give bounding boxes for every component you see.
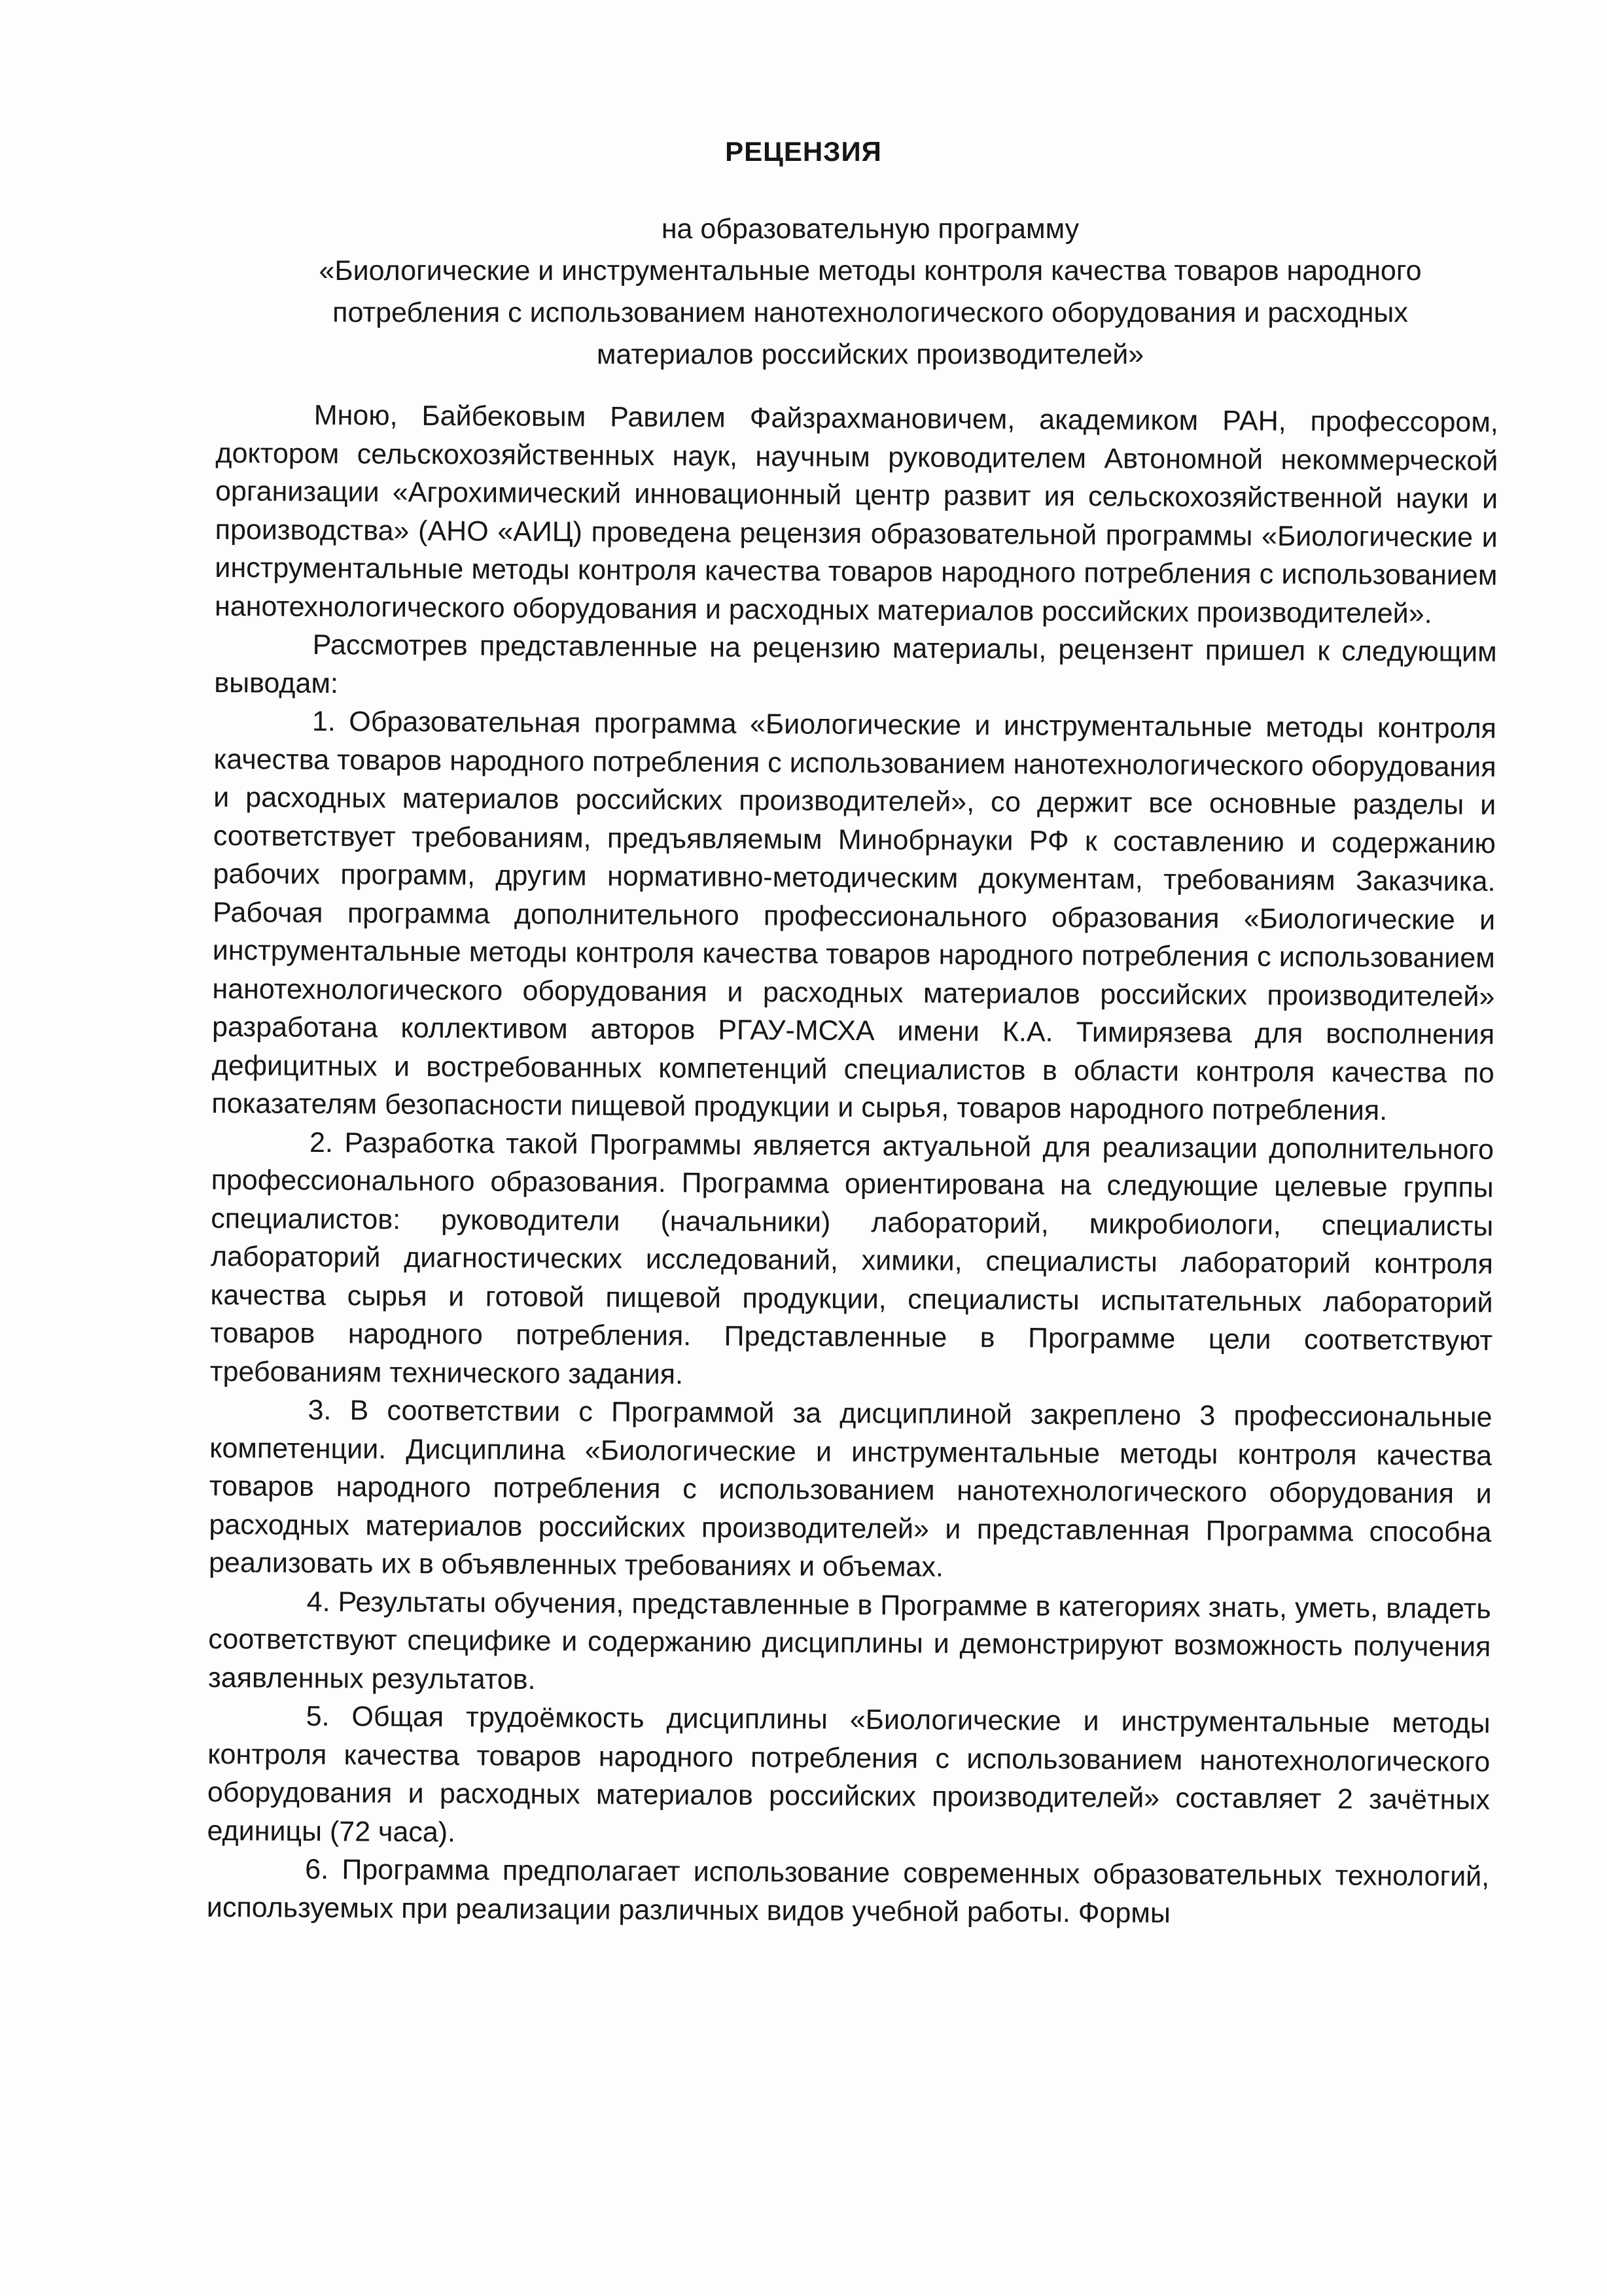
review-lead-paragraph: Рассмотрев представленные на рецензию материалы, рецензент пришел к следующим выводам:: [214, 629, 1497, 699]
subtitle-line: потребления с использованием нанотехнологического оборудования и расходных: [332, 297, 1408, 328]
conclusion-item-6: 6. Программа предполагает использование современных образовательных технологий, используемых при реализации различных видов учебной работы. Формы: [206, 1853, 1490, 1929]
conclusion-item-3: 3. В соответствии с Программой за дисциплиной закреплено 3 профессиональные компетенции. Дисциплина «Биологические и инструментальные методы контроля качества товаров народного потребления с использованием нанотехнологического оборудования и расходных материалов российских производителей» и представленная Программа способна реализовать их в объявленных требованиях и объемах.: [208, 1394, 1492, 1583]
subtitle-line: материалов российских производителей»: [596, 339, 1144, 370]
subtitle-line: «Биологические и инструментальные методы контроля качества товаров народного: [319, 255, 1422, 287]
conclusion-item-2: 2. Разработка такой Программы является актуальной для реализации дополнительного профессионального образования. Программа ориентирована на следующие целевые группы специалистов: руководители (начальники) лабораторий, микробиологи, специалисты лабораторий диагностических исследований, химики, специалисты лабораторий контроля качества сырья и готовой пищевой продукции, специалисты испытательных лабораторий товаров народного потребления. Представленные в Программе цели соответствуют требованиям технического задания.: [209, 1126, 1494, 1390]
conclusion-item-5: 5. Общая трудоёмкость дисциплины «Биологические и инструментальные методы контроля качества товаров народного потребления с использованием нанотехнологического оборудования и расходных материалов российских производителей» составляет 2 зачётных единицы (72 часа).: [207, 1700, 1491, 1848]
document-body: [207, 396, 1498, 1934]
document-title: РЕЦЕНЗИЯ: [725, 136, 882, 167]
intro-paragraph: Мною, Байбековым Равилем Файзрахмановичем, академиком РАН, профессором, доктором сельскохозяйственных наук, научным руководителем Автономной некоммерческой организации «Агрохимический инновационный центр развит ия сельскохозяйственной науки и производства» (АНО «АИЦ) проведена рецензия образовательной программы «Биологические и инструментальные методы контроля качества товаров народного потребления с использованием нанотехнологического оборудования и расходных материалов российских производителей».: [214, 399, 1498, 629]
conclusion-item-4: 4. Результаты обучения, представленные в Программе в категориях знать, уметь, владеть соответствуют специфике и содержанию дисциплины и демонстрируют возможность получения заявленных результатов.: [207, 1586, 1491, 1696]
subtitle-line: на образовательную программу: [661, 213, 1080, 245]
document-subtitle: [249, 208, 1492, 375]
conclusion-item-1: 1. Образовательная программа «Биологические и инструментальные методы контроля качества товаров народного потребления с использованием нанотехнологического оборудования и расходных материалов российских производителей», со держит все основные разделы и соответствует требованиям, предъявляемым Минобрнауки РФ к составлению и содержанию рабочих программ, другим нормативно-методическим документам, требованиям Заказчика. Рабочая программа дополнительного профессионального образования «Биологические и инструментальные методы контроля качества товаров народного потребления с использованием нанотехнологического оборудования и расходных материалов российских производителей» разработана коллективом авторов РГАУ-МСХА имени К.А. Тимирязева для восполнения дефицитных и востребованных компетенций специалистов в области контроля качества по показателям безопасности пищевой продукции и сырья, товаров народного потребления.: [211, 705, 1497, 1126]
